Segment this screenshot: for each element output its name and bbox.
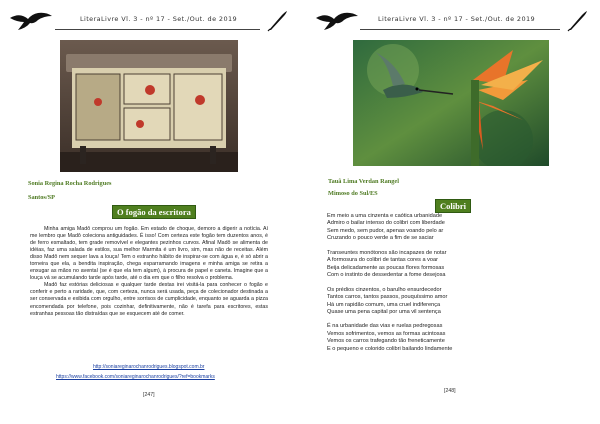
- page-number: [247]: [143, 392, 155, 398]
- stanza: [327, 213, 577, 243]
- header-rule: [360, 29, 560, 30]
- poem-line: Cruzando o pouco verde a fim de se saciar: [327, 235, 434, 242]
- poem-title: Colibri: [435, 199, 471, 213]
- poem-line: Sem medo, sem pudor, apenas voando pelo ar: [327, 227, 444, 234]
- page-header: [300, 6, 600, 32]
- article-body: [30, 226, 268, 318]
- hummingbird-photo: [353, 40, 549, 166]
- poem-line: Quase uma pena capital por uma vil sentença: [327, 308, 441, 315]
- stanza: [327, 250, 577, 280]
- author-location: Mimoso do Sul/ES: [328, 190, 378, 197]
- page-number: [248]: [444, 388, 456, 394]
- author-location: Santos/SP: [28, 194, 55, 201]
- stove-photo: [60, 40, 238, 172]
- poem-line: Vemos os carros trafegando tão freneticamente: [327, 338, 445, 345]
- poem-line: Transeuntes monótonos são incapazes de notar: [327, 249, 447, 256]
- poem-line: Em meio a uma cinzenta e caótica urbanidade: [327, 213, 443, 219]
- swallow-icon: [8, 10, 54, 32]
- poem-line: Com o instinto de dessedentar a fome desejosa: [327, 272, 446, 279]
- right-page: [300, 0, 600, 424]
- author-name: Tauã Lima Verdan Rangel: [328, 178, 399, 185]
- poem-body: [327, 213, 577, 360]
- blog-link[interactable]: http://soniareginarochanrodrigues.blogspot.com.br: [93, 364, 205, 370]
- stanza: [327, 323, 577, 353]
- header-title: LiteraLivre Vl. 3 - nº 17 - Set./Out. de 2019: [80, 15, 238, 23]
- quill-pen-icon: [566, 10, 588, 32]
- article-title: O fogão da escritora: [112, 205, 196, 219]
- quill-pen-icon: [266, 10, 288, 32]
- poem-line: Admiro o bailar intenso do colibri com liberdade: [327, 220, 445, 227]
- poem-line: A formosura do colibri de tantas cores a voar: [327, 257, 438, 264]
- poem-line: Beija delicadamente as poucas flores formosas: [327, 264, 445, 271]
- paragraph: Madô faz estórias deliciosas e qualquer tarde destas irei visitá-la para conhecer o fogão e conferir e perto a raridade, que, com certeza, nunca será usada, peça de colecionador destinada a ser conservada e exibida com orgulho, entre sorrisos de cumplicidade, enquanto se aguarda a pizza encomendada por telefone, pois cozinhar, definitivamente, não é tarefa para escritores, estas estranhas pessoas tão distraídas que se esquecem até de comer.: [30, 282, 268, 317]
- poem-line: E o pequeno e colorido colibri bailando lindamente: [327, 345, 453, 352]
- poem-line: Os prédios cinzentos, o barulho ensurdecedor: [327, 286, 442, 293]
- header-rule: [55, 29, 260, 30]
- stanza: [327, 287, 577, 317]
- swallow-icon: [314, 10, 360, 32]
- poem-line: Vemos sofrimentos, vemos as formas acintosas: [327, 330, 446, 337]
- paragraph: Minha amiga Madô comprou um fogão. Em estado de choque, demoro a digerir a notícia. Aí me lembro que Madô coleciona antiguidades. É isso! Com certeza este fogão tem duzentos anos, é de ferro esmaltado, tem grade removível e elegantes pezinhos curvos. Afinal Madô se alimenta de idéias, faz uma salada de estilos, sua melhor Marmita é um livro, sim, mas não de receitas. Além disso Madô nem sequer lava a louça! Tem o estranho hábito de inspirar-se com água e, é só abrir a torneira que ela, a bendita inspiração, chega esparramando imagens e minha amiga se retira a enxugar as mãos no avental (se é que ela tem algum), à procura de papel e caneta. Imagine que a louça vá se acumulando tarde após tarde, até o dia em que o filho resolva o problema.: [30, 226, 268, 282]
- poem-line: Tantos carros, tantos passos, pouquíssimo amor: [327, 294, 448, 301]
- page-header: [0, 6, 300, 32]
- author-name: Sonia Regina Rocha Rodrigues: [28, 180, 112, 187]
- poem-line: É na urbanidade das vias e ruelas pedregosas: [327, 323, 443, 330]
- facebook-link[interactable]: https://www.facebook.com/soniareginarochanrodrigues/?ref=bookmarks: [56, 374, 215, 380]
- header-title: LiteraLivre Vl. 3 - nº 17 - Set./Out. de 2019: [378, 15, 536, 23]
- poem-line: Há um rapidão comum, uma cruel indiferença: [327, 301, 441, 308]
